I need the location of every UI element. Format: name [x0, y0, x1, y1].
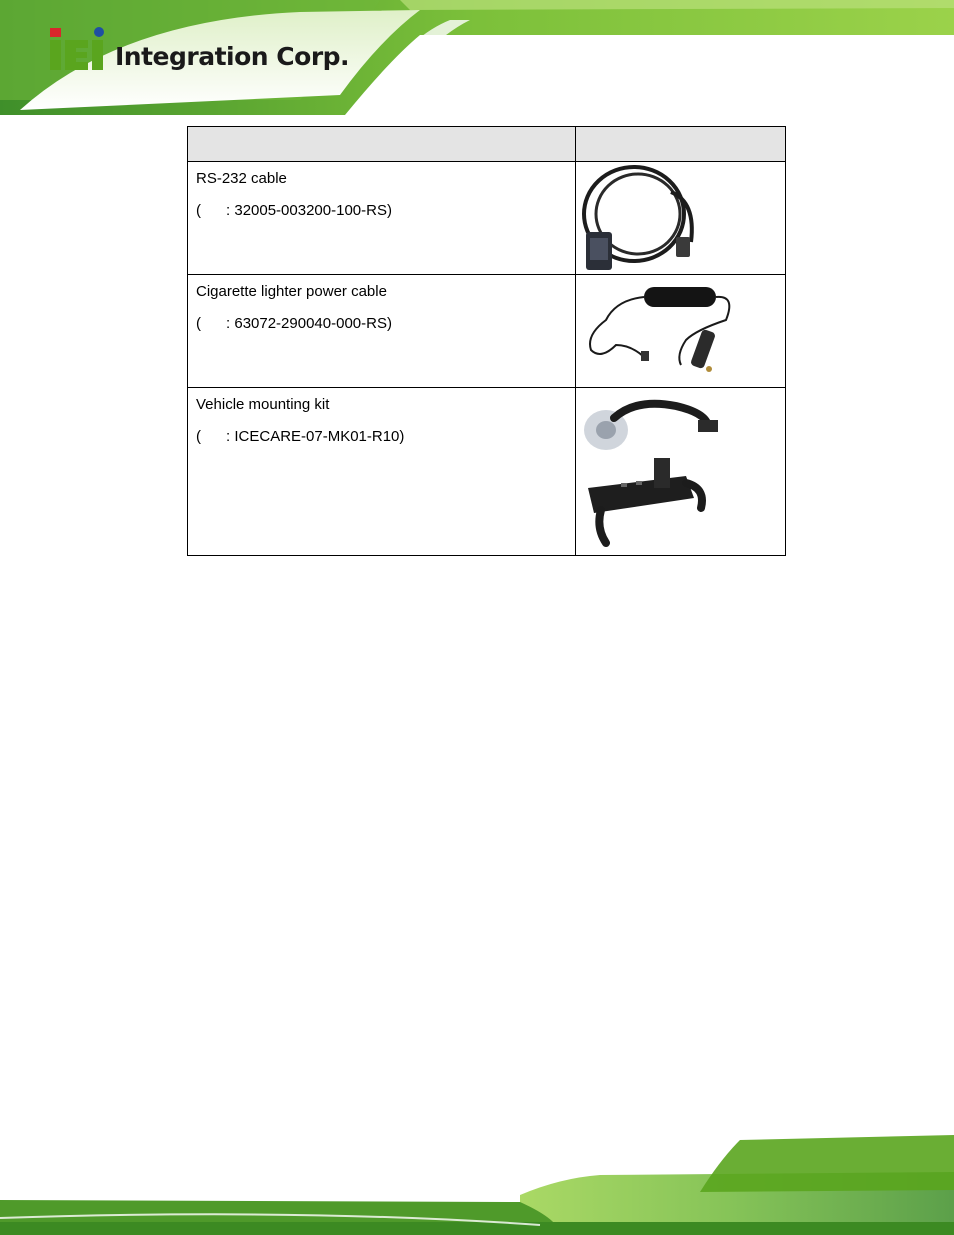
column-header-image	[576, 127, 786, 162]
item-part-number: ( : 63072-290040-000-RS)	[196, 315, 392, 332]
item-name: Vehicle mounting kit	[196, 396, 330, 413]
image-cell	[576, 162, 786, 275]
company-name: Integration Corp.	[115, 42, 350, 71]
table-header-row	[188, 127, 786, 162]
item-cell	[188, 162, 576, 275]
package-contents-table	[187, 126, 786, 556]
table-row	[188, 388, 786, 556]
company-logo	[48, 26, 110, 76]
vehicle-mounting-kit-photo-icon	[576, 388, 785, 555]
image-cell	[576, 388, 786, 556]
footer-banner	[0, 1130, 954, 1235]
item-name: RS-232 cable	[196, 170, 287, 187]
item-cell	[188, 275, 576, 388]
item-part-number: ( : ICECARE-07-MK01-R10)	[196, 428, 405, 445]
cigarette-lighter-cable-photo-icon	[576, 275, 785, 387]
iei-logo-icon	[48, 26, 110, 74]
item-name: Cigarette lighter power cable	[196, 283, 387, 300]
image-cell	[576, 275, 786, 388]
column-header-item	[188, 127, 576, 162]
rs232-cable-photo-icon	[576, 162, 785, 274]
item-part-number: ( : 32005-003200-100-RS)	[196, 202, 392, 219]
table-row	[188, 162, 786, 275]
table-row	[188, 275, 786, 388]
item-cell	[188, 388, 576, 556]
